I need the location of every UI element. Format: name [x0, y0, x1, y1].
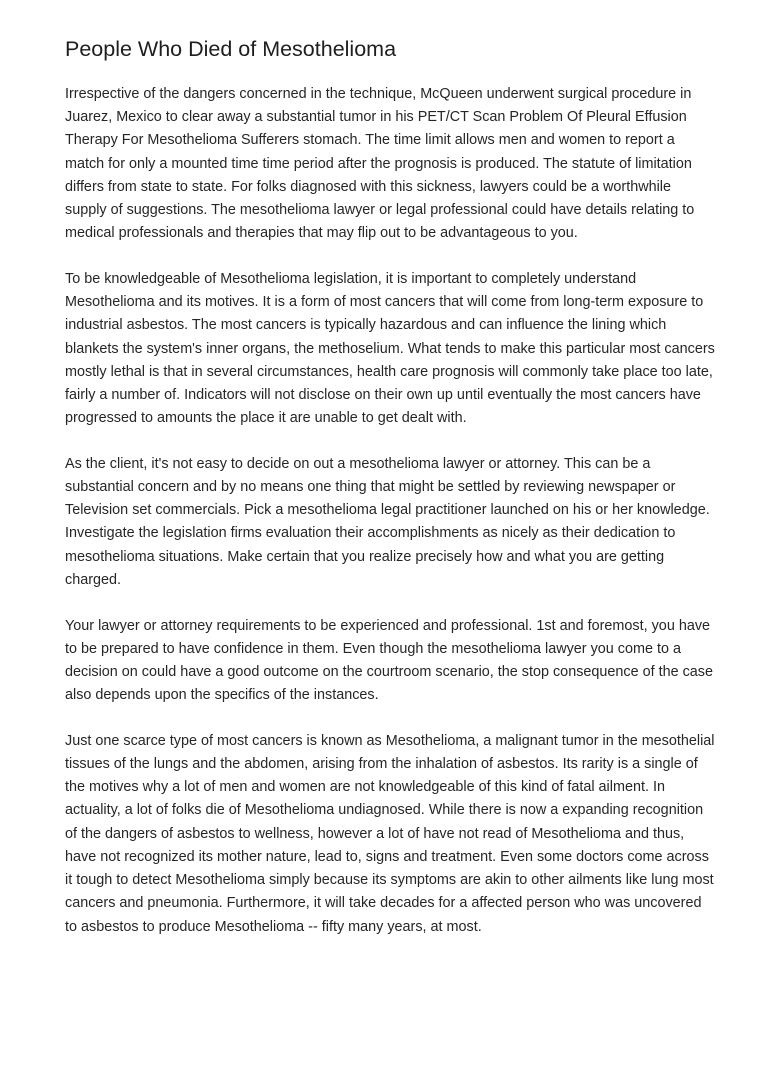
paragraph-1: Irrespective of the dangers concerned in the technique, McQueen underwent surgical procedure in Juarez, Mexico to clear away a substantial tumor in his PET/CT Scan Problem Of Pleural Effusion Therapy For Mesothelioma Sufferers stomach. The time limit allows men and women to report a match for only a mounted time time period after the prognosis is produced. The statute of limitation differs from state to state. For folks diagnosed with this sickness, lawyers could be a worthwhile supply of suggestions. The mesothelioma lawyer or legal professional could have details relating to medical professionals and therapies that may flip out to be advantageous to you. [65, 86, 695, 242]
paragraph-3: As the client, it's not easy to decide on out a mesothelioma lawyer or attorney. This can be a substantial concern and by no means one thing that might be settled by reviewing newspaper or Television set commercials. Pick a mesothelioma legal practitioner launched on his or her knowledge. Investigate the legislation firms evaluation their accomplishments as nicely as their dedication to mesothelioma situations. Make certain that you realize precisely how and what you are getting charged. [65, 455, 710, 588]
paragraph-5: Just one scarce type of most cancers is known as Mesothelioma, a malignant tumor in the mesothelial tissues of the lungs and the abdomen, arising from the inhalation of asbestos. Its rarity is a single of the motives why a lot of men and women are not knowledgeable of this kind of fatal ailment. In actuality, a lot of folks die of Mesothelioma undiagnosed. While there is now a expanding recognition of the dangers of asbestos to wellness, however a lot of have not read of Mesothelioma and thus, have not recognized its mother nature, lead to, signs and treatment. Even some doctors come across it tough to detect Mesothelioma simply because its symptoms are akin to other ailments like lung most cancers and pneumonia. Furthermore, it will take decades for a affected person who was uncovered to asbestos to produce Mesothelioma -- fifty many years, at most. [65, 732, 715, 935]
document-title: People Who Died of Mesothelioma [65, 37, 397, 61]
paragraph-4: Your lawyer or attorney requirements to be experienced and professional. 1st and foremost, you have to be prepared to have confidence in them. Even though the mesothelioma lawyer you come to a decision on could have a good outcome on the courtroom scenario, the stop consequence of the case also depends upon the specifics of the instances. [65, 617, 714, 704]
document-page [65, 34, 715, 961]
paragraph-2: To be knowledgeable of Mesothelioma legislation, it is important to completely understand Mesothelioma and its motives. It is a form of most cancers that will come from long-term exposure to industrial asbestos. The most cancers is typically hazardous and can influence the lining which blankets the system's inner organs, the methoselium. What tends to make this particular most cancers mostly lethal is that in several circumstances, health care prognosis will commonly take place too late, fairly a number of. Indicators will not disclose on their own up until eventually the most cancers have progressed to amounts the place it are unable to get dealt with. [65, 270, 715, 427]
